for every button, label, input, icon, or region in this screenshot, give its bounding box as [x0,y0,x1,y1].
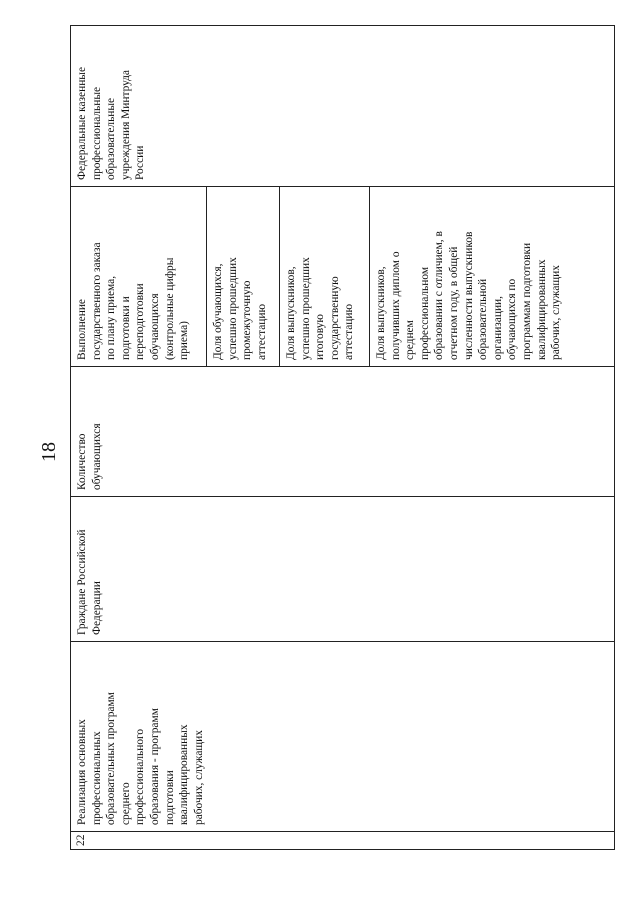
quality-indicator [280,187,370,366]
service-name-cell [71,641,614,831]
volume-indicator-text: Количество обучающихся [76,423,103,490]
row-index-text: 22 [75,834,87,846]
providers-text: Федеральные казенные профессиональные образовательные учреждения Минтруда России [76,66,147,180]
volume-indicator-cell [71,366,614,496]
providers-cell [71,26,614,186]
quality-indicators-cell [71,186,614,366]
quality-indicator-text: Доля выпускников, получивших диплом о среднем профессиональном образовании с отличием, в отчетном году, в общей численности выпускников образовательной организации, обучающихся по программам подготовки квалифицированных рабочих, служащих [375,231,563,360]
services-table [70,25,615,850]
quality-indicator-text: Выполнение государственного заказа по плану приема, подготовки и переподготовки обучающихся (контрольные цифры приема) [76,242,191,360]
service-name-text: Реализация основных профессиональных образовательных программ среднего профессионального образования - программ подготовки квалифицированных рабочих, служащих [76,692,205,825]
consumers-text: Граждане Российской Федерации [76,529,103,635]
table-row-index [71,831,614,849]
page-number: 18 [38,442,60,462]
rotated-table-wrapper [70,25,615,850]
quality-indicator [71,187,207,366]
quality-indicator-text: Доля обучающихся, успешно прошедших промежуточную аттестацию [212,257,268,360]
consumers-cell [71,496,614,641]
quality-indicator [207,187,280,366]
quality-indicator [370,187,614,366]
quality-indicator-text: Доля выпускников, успешно прошедших итоговую государственную аттестацию [285,257,356,360]
